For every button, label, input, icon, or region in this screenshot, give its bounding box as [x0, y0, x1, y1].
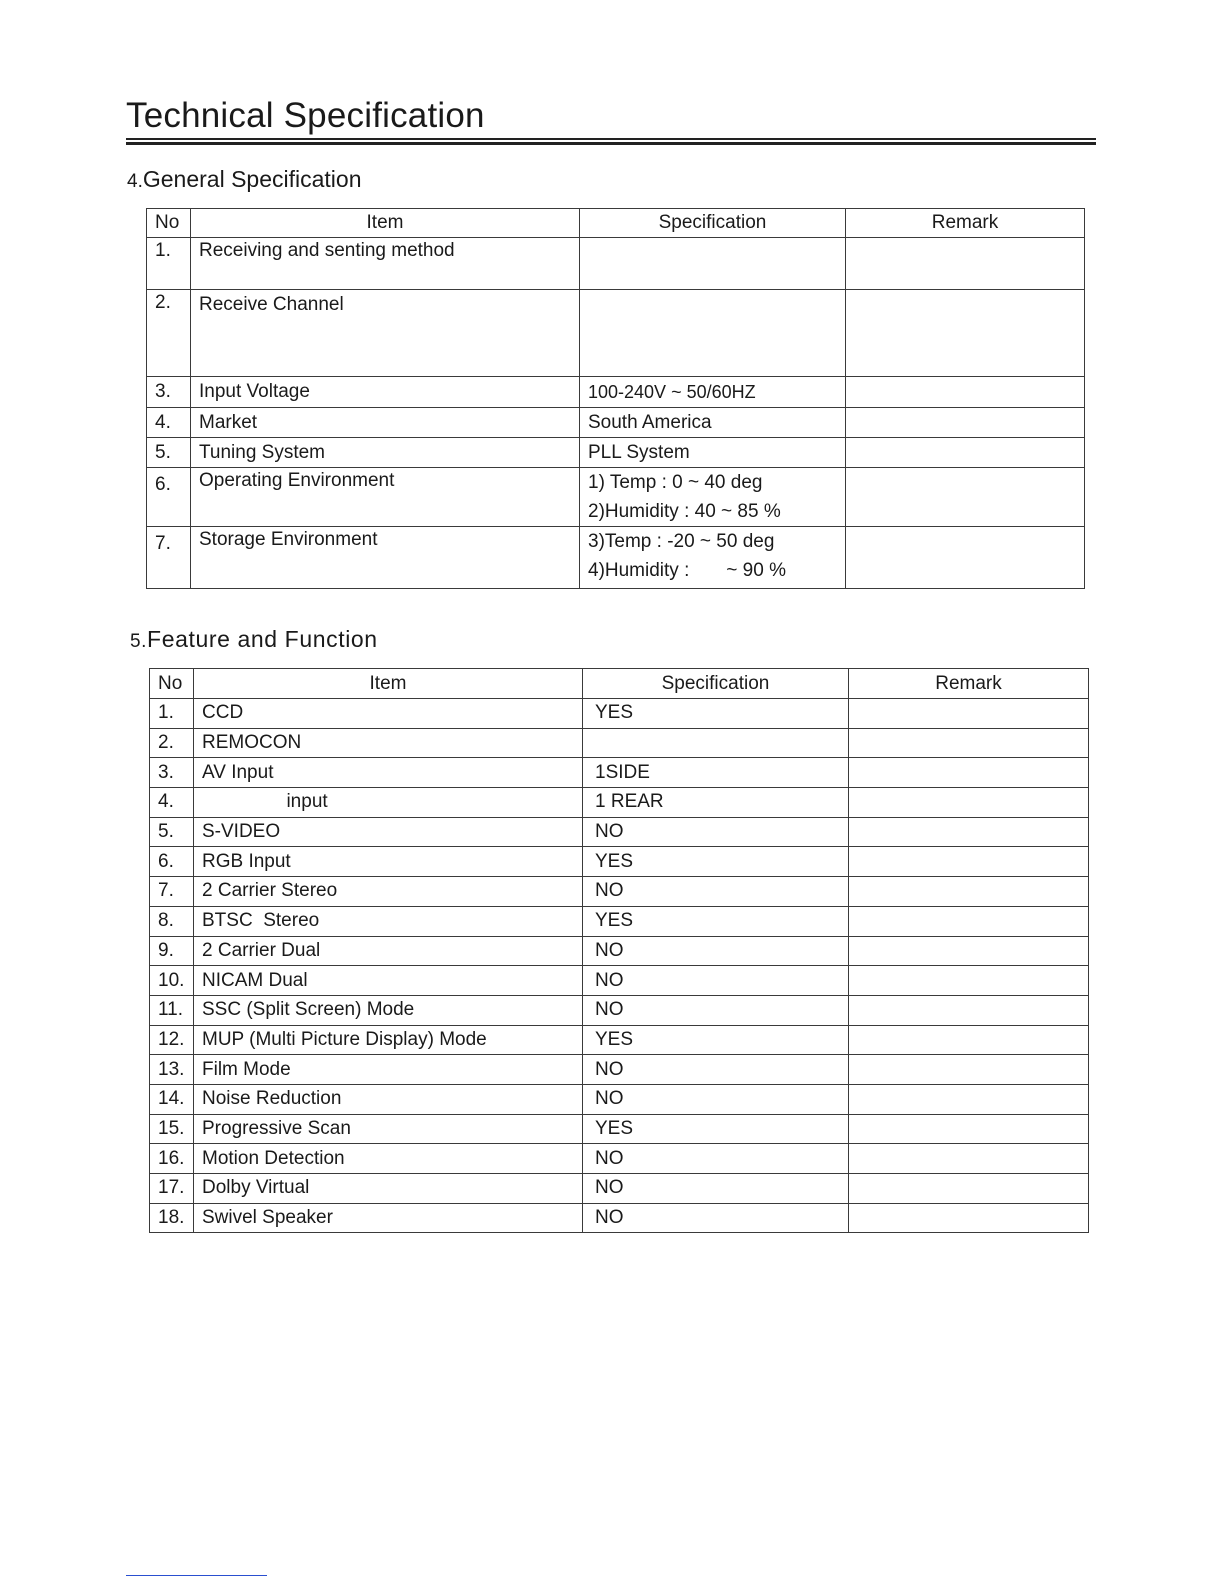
title-rule-thick	[126, 142, 1096, 145]
row-remark	[849, 1174, 1089, 1204]
table-row	[150, 699, 1089, 729]
table-row	[150, 1084, 1089, 1114]
spec-line: 2)Humidity : 40 ~ 85 %	[588, 501, 781, 522]
row-specification: 100-240V ~ 50/60HZ	[580, 377, 846, 408]
row-remark	[849, 788, 1089, 818]
row-item: Storage Environment	[191, 527, 580, 589]
row-remark	[846, 527, 1085, 589]
row-number: 2.	[150, 728, 194, 758]
table-row	[147, 408, 1085, 438]
row-remark	[849, 936, 1089, 966]
row-specification: NO	[583, 995, 849, 1025]
row-specification: NO	[583, 1084, 849, 1114]
row-item: SSC (Split Screen) Mode	[194, 995, 583, 1025]
header-specification: Specification	[583, 669, 849, 699]
row-item: CCD	[194, 699, 583, 729]
row-number: 13.	[150, 1055, 194, 1085]
table-row	[150, 1114, 1089, 1144]
table-row	[150, 1174, 1089, 1204]
row-remark	[846, 290, 1085, 377]
row-specification: YES	[583, 699, 849, 729]
row-number: 17.	[150, 1174, 194, 1204]
header-no: No	[147, 209, 191, 238]
row-number: 2.	[147, 290, 191, 377]
row-item: Input Voltage	[191, 377, 580, 408]
table-header-row	[150, 669, 1089, 699]
row-number: 16.	[150, 1144, 194, 1174]
row-specification: South America	[580, 408, 846, 438]
row-remark	[849, 1144, 1089, 1174]
row-remark	[849, 1114, 1089, 1144]
row-remark	[849, 1025, 1089, 1055]
row-item: Operating Environment	[191, 468, 580, 527]
row-number: 3.	[150, 758, 194, 788]
row-number: 8.	[150, 906, 194, 936]
header-remark: Remark	[849, 669, 1089, 699]
row-item: Receive Channel	[191, 290, 580, 377]
row-remark	[849, 699, 1089, 729]
row-specification: NO	[583, 1174, 849, 1204]
table-row	[150, 847, 1089, 877]
row-number: 3.	[147, 377, 191, 408]
row-specification: 1SIDE	[583, 758, 849, 788]
table-row	[150, 995, 1089, 1025]
row-number: 14.	[150, 1084, 194, 1114]
spec-line: 1) Temp : 0 ~ 40 deg	[588, 472, 763, 493]
row-number: 15.	[150, 1114, 194, 1144]
row-specification: NO	[583, 877, 849, 907]
row-item: Tuning System	[191, 438, 580, 468]
footer-link-line	[126, 1575, 267, 1576]
row-remark	[849, 1084, 1089, 1114]
row-item: Film Mode	[194, 1055, 583, 1085]
row-remark	[849, 1055, 1089, 1085]
table-row	[150, 1025, 1089, 1055]
row-remark	[846, 238, 1085, 290]
row-remark	[849, 995, 1089, 1025]
row-number: 4.	[147, 408, 191, 438]
row-remark	[846, 408, 1085, 438]
row-item: 2 Carrier Dual	[194, 936, 583, 966]
row-specification: 1 REAR	[583, 788, 849, 818]
row-specification	[580, 527, 846, 589]
row-item: S-VIDEO	[194, 817, 583, 847]
row-specification: NO	[583, 1144, 849, 1174]
row-item: RGB Input	[194, 847, 583, 877]
row-specification: NO	[583, 1203, 849, 1233]
row-remark	[846, 468, 1085, 527]
row-remark	[846, 377, 1085, 408]
feature-rows	[150, 699, 1089, 1233]
table-header-row	[147, 209, 1085, 238]
table-row	[150, 877, 1089, 907]
header-no: No	[150, 669, 194, 699]
row-number: 10.	[150, 966, 194, 996]
row-specification: NO	[583, 966, 849, 996]
row-specification	[583, 728, 849, 758]
general-spec-number: 4.	[127, 171, 143, 192]
header-remark: Remark	[846, 209, 1085, 238]
general-spec-table	[146, 208, 1085, 589]
feature-function-table	[149, 668, 1089, 1233]
row-specification	[580, 468, 846, 527]
row-number: 6.	[150, 847, 194, 877]
row-number: 11.	[150, 995, 194, 1025]
row-remark	[849, 847, 1089, 877]
page-title: Technical Specification	[126, 96, 485, 135]
feature-function-number: 5.	[130, 631, 148, 652]
row-item: Swivel Speaker	[194, 1203, 583, 1233]
row-specification: NO	[583, 936, 849, 966]
row-item: Progressive Scan	[194, 1114, 583, 1144]
row-specification: PLL System	[580, 438, 846, 468]
row-item: REMOCON	[194, 728, 583, 758]
header-item: Item	[191, 209, 580, 238]
row-specification: YES	[583, 847, 849, 877]
row-remark	[849, 728, 1089, 758]
general-spec-heading	[127, 166, 361, 193]
row-remark	[849, 758, 1089, 788]
row-specification: YES	[583, 906, 849, 936]
row-number: 6.	[147, 468, 191, 527]
row-item: Receiving and senting method	[191, 238, 580, 290]
header-item: Item	[194, 669, 583, 699]
row-specification	[580, 238, 846, 290]
table-row	[150, 728, 1089, 758]
table-row	[150, 966, 1089, 996]
feature-function-heading	[130, 626, 378, 653]
row-remark	[849, 817, 1089, 847]
row-item: AV Input	[194, 758, 583, 788]
row-item: BTSC Stereo	[194, 906, 583, 936]
row-item: Market	[191, 408, 580, 438]
spec-line: 4)Humidity : ~ 90 %	[588, 560, 786, 581]
title-rule-thin	[126, 138, 1096, 140]
table-row	[147, 290, 1085, 377]
row-number: 5.	[147, 438, 191, 468]
row-specification: YES	[583, 1114, 849, 1144]
table-row	[150, 788, 1089, 818]
row-item: 2 Carrier Stereo	[194, 877, 583, 907]
row-item: Dolby Virtual	[194, 1174, 583, 1204]
row-item: Motion Detection	[194, 1144, 583, 1174]
table-row	[150, 1203, 1089, 1233]
row-item: Noise Reduction	[194, 1084, 583, 1114]
table-row	[147, 377, 1085, 408]
row-number: 1.	[150, 699, 194, 729]
row-remark	[849, 966, 1089, 996]
row-number: 7.	[150, 877, 194, 907]
row-remark	[849, 877, 1089, 907]
row-specification: YES	[583, 1025, 849, 1055]
row-number: 12.	[150, 1025, 194, 1055]
table-row	[150, 817, 1089, 847]
row-number: 4.	[150, 788, 194, 818]
table-row	[150, 936, 1089, 966]
row-remark	[849, 1203, 1089, 1233]
table-row	[150, 758, 1089, 788]
row-specification: NO	[583, 817, 849, 847]
row-remark	[849, 906, 1089, 936]
table-row	[147, 238, 1085, 290]
row-remark	[846, 438, 1085, 468]
header-specification: Specification	[580, 209, 846, 238]
row-item: input	[194, 788, 583, 818]
row-number: 18.	[150, 1203, 194, 1233]
feature-function-title: Feature and Function	[147, 626, 378, 652]
row-specification	[580, 290, 846, 377]
table-row	[150, 1144, 1089, 1174]
row-number: 7.	[147, 527, 191, 589]
row-specification: NO	[583, 1055, 849, 1085]
row-number: 9.	[150, 936, 194, 966]
row-number: 1.	[147, 238, 191, 290]
row-item: NICAM Dual	[194, 966, 583, 996]
general-spec-title: General Specification	[142, 166, 362, 192]
row-number: 5.	[150, 817, 194, 847]
spec-line: 3)Temp : -20 ~ 50 deg	[588, 531, 775, 552]
table-row	[150, 906, 1089, 936]
table-row	[147, 527, 1085, 589]
table-row	[150, 1055, 1089, 1085]
table-row	[147, 468, 1085, 527]
table-row	[147, 438, 1085, 468]
row-item: MUP (Multi Picture Display) Mode	[194, 1025, 583, 1055]
